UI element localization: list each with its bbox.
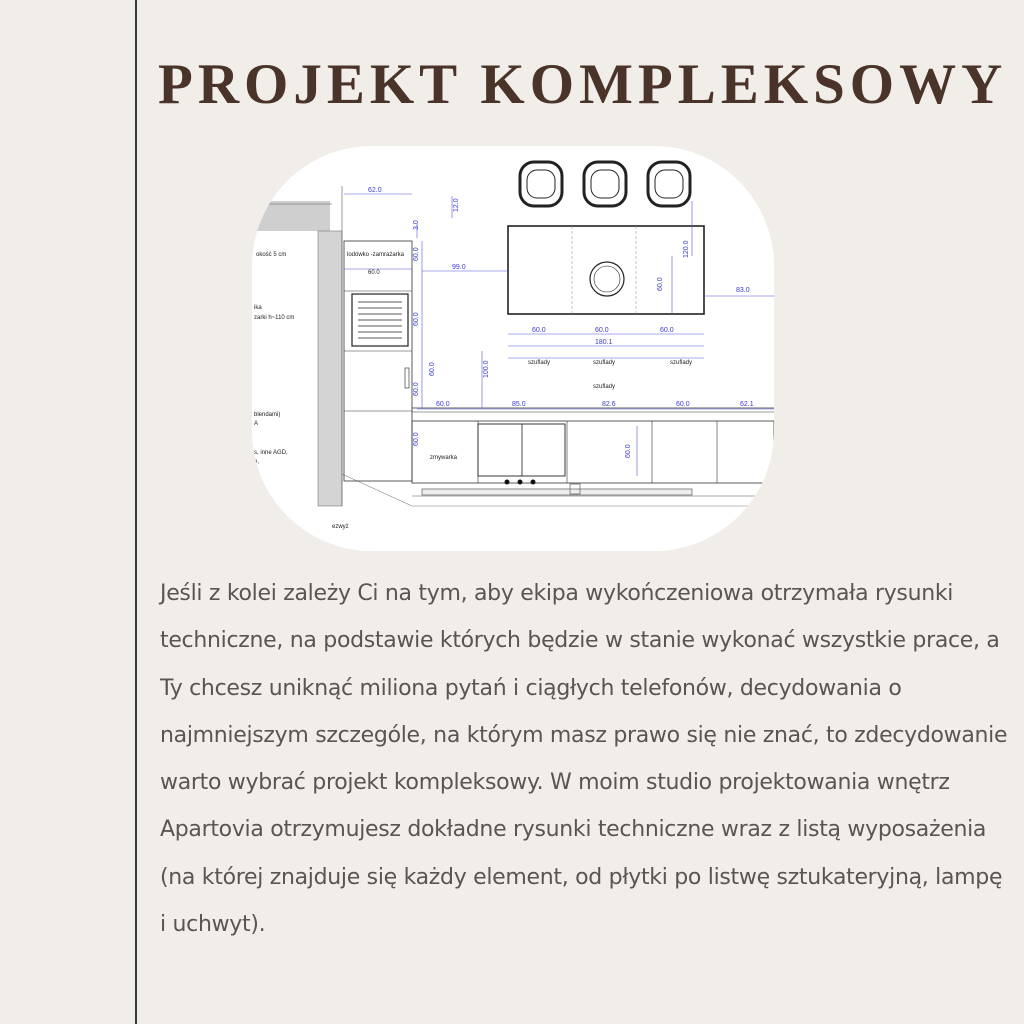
technical-drawing-image xyxy=(252,146,774,551)
dimension-label: 100.0 xyxy=(483,360,490,378)
dimension-label: 62.1 xyxy=(740,401,754,408)
annotation-label: A xyxy=(254,421,259,427)
dimension-label: 60.0 xyxy=(429,362,436,376)
dimension-label: 62.0 xyxy=(368,187,382,194)
wall-section xyxy=(318,231,342,506)
dimension-label: 82.6 xyxy=(602,401,616,408)
bar-stools xyxy=(520,162,690,206)
dimension-label: 180.1 xyxy=(595,339,613,346)
annotation-label: lodówko -zamrażarka xyxy=(347,252,405,258)
wall-section-top xyxy=(252,201,330,231)
dimension-label: 60.0 xyxy=(413,382,420,396)
dimension-label: 3.0 xyxy=(413,220,420,230)
dimension-label: 60.0 xyxy=(436,401,450,408)
description-paragraph: Jeśli z kolei zależy Ci na tym, aby ekipa wykończeniowa otrzymała rysunki techniczne, na podstawie których będzie w stanie wykonać wszystkie prace, a Ty chcesz uniknąć miliona pytań i ciągłych telefonów, decydowania o najmniejszym szczególe, na którym masz prawo się nie znać, to zdecydowanie warto wybrać projekt kompleksowy. W moim studio projektowania wnętrz Apartovia otrzymujesz dokładne rysunki techniczne wraz z listą wyposażenia (na której znajduje się każdy element, od płytki po listwę sztukateryjną, lampę i uchwyt). xyxy=(160,581,1008,938)
dimension-label: 60.0 xyxy=(413,432,420,446)
dimension-label: 99.0 xyxy=(452,264,466,271)
dimension-label: 85.0 xyxy=(512,401,526,408)
dimension-label: 60.0 xyxy=(413,312,420,326)
annotation-label: szuflady xyxy=(528,360,551,366)
annotation-label: . xyxy=(254,468,256,474)
dimension-label: 83.0 xyxy=(736,287,750,294)
annotation-label: zarki h~110 cm xyxy=(254,315,295,321)
annotation-label: szuflady xyxy=(670,360,693,366)
annotation-label: ika xyxy=(254,305,262,311)
kitchen-island xyxy=(508,226,704,314)
tall-cabinet xyxy=(344,241,412,481)
dimension-label: 60.0 xyxy=(532,327,546,334)
annotation-label: szuflady xyxy=(593,360,616,366)
annotation-label: ezwyż xyxy=(332,524,349,530)
annotation-label: s, inne AGD, xyxy=(254,450,288,456)
annotation-label: e, xyxy=(254,459,260,465)
dimension-label: 60.0 xyxy=(657,277,664,291)
page-title: PROJEKT KOMPLEKSOWY xyxy=(158,53,1008,116)
annotation-label: okość 5 cm xyxy=(256,252,287,258)
base-cabinets xyxy=(412,421,774,483)
dimension-label: 60.0 xyxy=(413,247,420,261)
dimension-label: 12.0 xyxy=(453,198,460,212)
dimension-label: 120.0 xyxy=(683,240,690,258)
annotation-label: zmywarka xyxy=(430,455,458,461)
annotation-label: blendami) xyxy=(254,412,281,418)
sink-cabinet xyxy=(478,424,565,476)
dimension-label: 60.0 xyxy=(595,327,609,334)
vertical-divider-line xyxy=(135,0,137,1024)
dimension-label: 60.0 xyxy=(625,444,632,458)
annotation-label: szuflady xyxy=(593,384,616,390)
annotation-label: 60.0 xyxy=(368,270,380,276)
dimension-label: 60.0 xyxy=(676,401,690,408)
dimension-label: 60.0 xyxy=(660,327,674,334)
kitchen-technical-drawing xyxy=(252,146,774,551)
